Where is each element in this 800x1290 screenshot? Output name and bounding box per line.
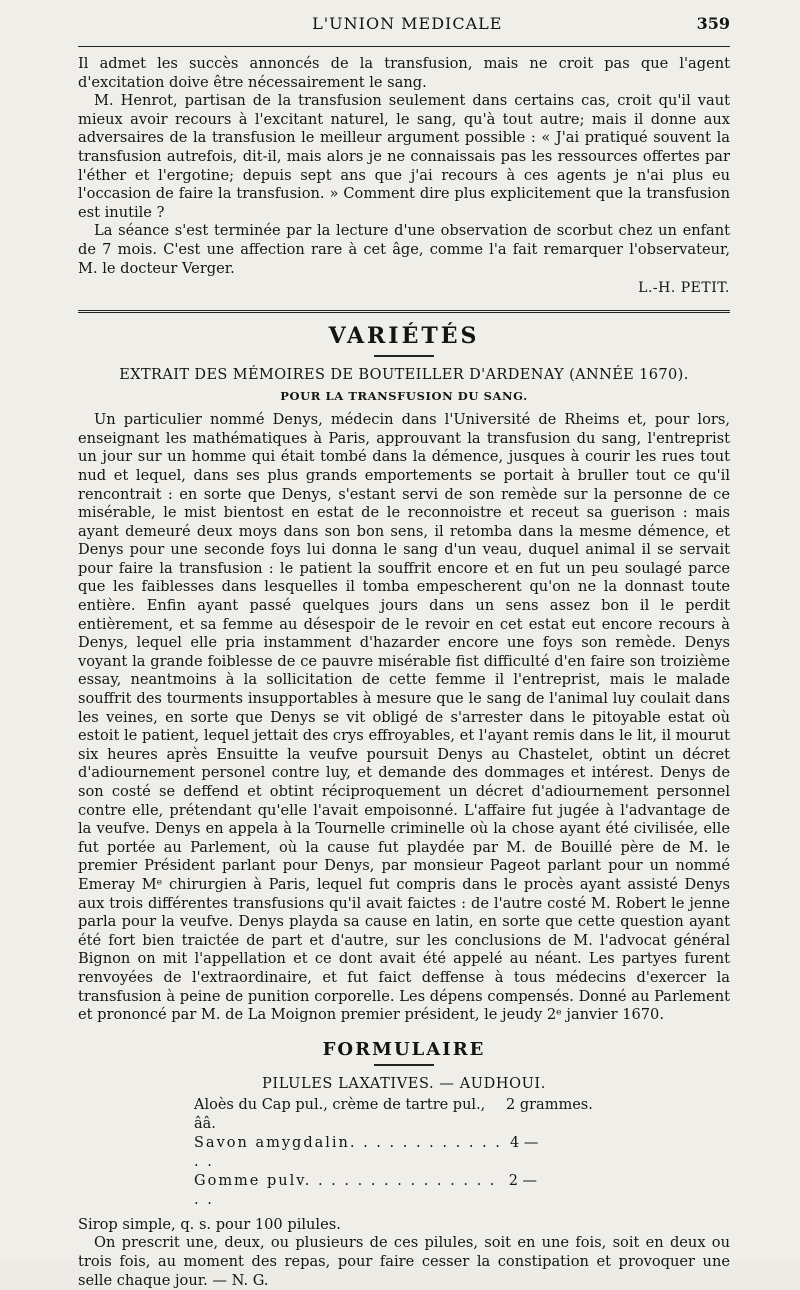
formulaire-section: [78, 1039, 730, 1290]
syrup-line: Sirop simple, q. s. pour 100 pilules.: [78, 1215, 341, 1233]
recipe-heading: PILULES LAXATIVES. — AUDHOUI.: [262, 1075, 546, 1092]
intro-paragraph: La séance s'est terminée par la lecture d'une observation de scorbut chez un enfant de 7 mois. C'est une affection rare à cet âge, comme l'a fait remarquer l'observateur, M. le docteur Verger.: [78, 222, 730, 277]
recipe-instructions: On prescrit une, deux, ou plusieurs de ces pilules, soit en une fois, soit en deux ou trois fois, au moment des repas, pour faire cesser la constipation et provoquer une selle chaque jour. — N. G.: [78, 1234, 730, 1289]
intro-paragraph: M. Henrot, partisan de la transfusion seulement dans certains cas, croit qu'il vaut mieux avoir recours à l'excitant naturel, le sang, qu'à tout autre; mais il donne aux adversaires de la transfusion le meilleur argument possible : « J'ai pratiqué souvent la transfusion autrefois, dit-il, mais alors je ne connaissais pas les ressources offertes par l'éther et l'ergotine; depuis sept ans que j'ai recours à ces agents je n'ai plus eu l'occasion de faire la transfusion. » Comment dire plus explicitement que la transfusion est inutile ?: [78, 92, 730, 221]
formulaire-title: FORMULAIRE: [322, 1038, 486, 1060]
ingredient-row: [194, 1134, 614, 1172]
article-body: Un particulier nommé Denys, médecin dans l'Université de Rheims et, pour lors, enseignant les mathématiques à Paris, approuvant la transfusion du sang, l'entreprist un jour sur un homme qui était tombé dans la démence, jusques à courir les rues tout nud et lequel, dans ses plus grands emportements se portait à bruller tout ce qu'il rencontrait : en sorte que Denys, s'estant servi de son remède sur la personne de ce misérable, le mist bientost en estat de le reconnoistre et receut sa guerison : mais ayant demeuré deux moys dans son bon sens, il retomba dans la mesme démence, et Denys pour une seconde foys lui donna le sang d'un veau, duquel animal il se servait pour faire la transfusion : le patient la souffrit encore et en fut un peu soulagé parce que les faiblesses dans lesquelles il tomba empescherent qu'on ne la donnast toute entière. Enfin ayant passé quelques jours dans un sens assez bon il le perdit entièrement, et sa femme au désespoir de le revoir en cet estat eut encore recours à Denys, lequel elle pria instamment d'hazarder encore une foys son remède. Denys voyant la grande foiblesse de ce pauvre misérable fist difficulté d'en faire son troizième essay, neantmoins à la sollicitation de cette femme il l'entreprist, mais le malade souffrit des tourments insupportables à mesure que le sang de l'animal luy coulait dans les veines, en sorte que Denys se vit obligé de s'arrester dans le pitoyable estat où estoit le patient, lequel jettait des crys effroyables, et l'ayant remis dans le lit, il mourut six heures après Ensuitte la veufve poursuit Denys au Chastelet, obtint un décret d'adiournement personel contre luy, et demande des dommages et intérest. Denys de son costé se deffend et obtint réciproquement un décret d'adiournement personnel contre elle, prétendant qu'elle l'avait empoisonné. L'affaire fut jugée à l'advantage de la veufve. Denys en appela à la Tournelle criminelle où la chose ayant été civilisée, elle fut portée au Parlement, où la cause fut playdée par M. de Bouillé père de M. le premier Président parlant pour Denys, par monsieur Pageot parlant pour un nommé Emeray Mᵉ chirurgien à Paris, lequel fut compris dans le procès ayant assisté Denys aux trois différentes transfusions qu'il avait faictes : de l'autre costé M. Robert le jenne parla pour la veufve. Denys playda sa cause en latin, en sorte que cette question ayant été fort bien traictée de part et d'autre, sur les conclusions de M. l'advocat général Bignon on mit l'appellation et ce dont avait été appelé au néant. Les partyes furent renvoyées de l'extraordinaire, et fut faict deffense à tous médecins d'exercer la transfusion à peine de punition corporelle. Les dépens compensés. Donné au Parlement et prononcé par M. de La Moignon premier président, le jeudy 2ᵉ janvier 1670.: [78, 411, 730, 1024]
ingredient-name: Aloès du Cap pul., crème de tartre pul., ââ.: [194, 1096, 486, 1132]
ingredient-quantity: 2 —: [508, 1172, 538, 1189]
intro-paragraph: Il admet les succès annoncés de la transfusion, mais ne croit pas que l'agent d'excitation doive être nécessairement le sang.: [78, 55, 730, 91]
ingredient-row: [194, 1172, 614, 1210]
varietes-section: [78, 323, 730, 1025]
ingredient-quantity: 2 grammes.: [506, 1096, 593, 1113]
intro-section: [78, 55, 730, 296]
section-title: VARIÉTÉS: [328, 323, 480, 350]
header-rule: [78, 46, 730, 47]
ingredient-name: Gomme pulv. . . . . . . . . . . . . . . . .: [194, 1172, 497, 1208]
article-subtitle: EXTRAIT DES MÉMOIRES DE BOUTEILLER D'ARDENAY (ANNÉE 1670).: [119, 367, 689, 384]
ingredient-list: [194, 1096, 614, 1210]
title-underline: [374, 1064, 434, 1066]
article-subheading: POUR LA TRANSFUSION DU SANG.: [280, 389, 528, 404]
ingredient-row: [194, 1096, 614, 1134]
title-underline: [374, 355, 434, 357]
page-number: 359: [696, 14, 730, 33]
running-header: [78, 14, 730, 40]
author-signature: L.-H. PETIT.: [638, 280, 730, 297]
journal-title: L'UNION MEDICALE: [312, 14, 503, 33]
ingredient-quantity: 4 —: [510, 1134, 539, 1151]
ingredient-name: Savon amygdalin. . . . . . . . . . . . . .: [194, 1134, 502, 1170]
section-divider: [78, 310, 730, 313]
